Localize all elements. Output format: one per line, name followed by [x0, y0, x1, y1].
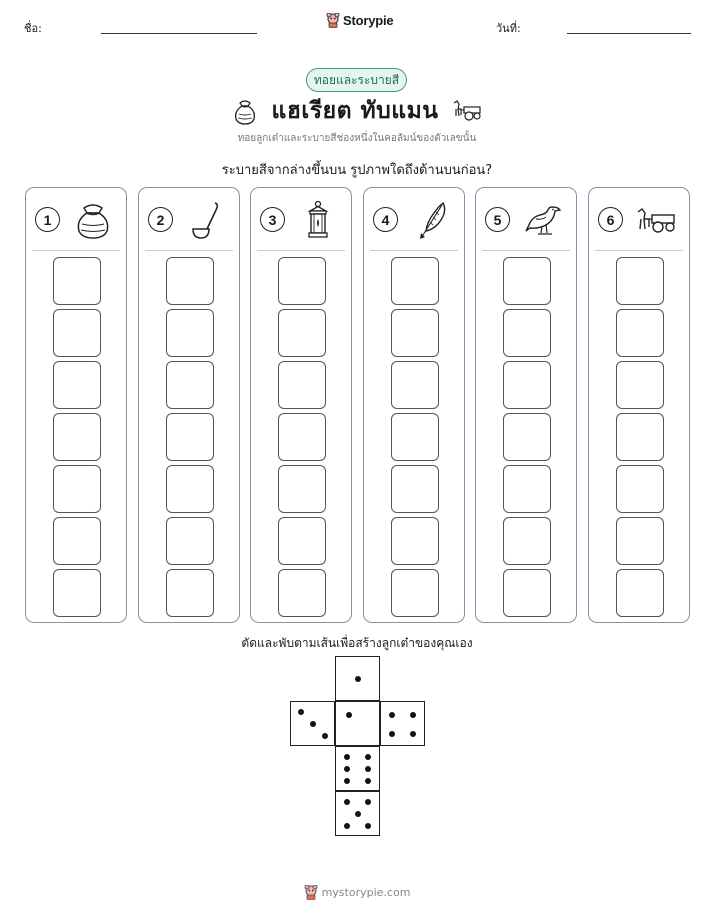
cut-instruction: ตัดและพับตามเส้นเพื่อสร้างลูกเต๋าของคุณเอง — [241, 636, 473, 650]
column-1 — [25, 187, 127, 623]
die-face-3 — [290, 701, 335, 746]
pip — [346, 712, 352, 718]
activity-badge: ทอยและระบายสี — [306, 68, 407, 92]
color-square[interactable] — [166, 257, 214, 305]
color-square[interactable] — [616, 309, 664, 357]
column-number: 2 — [148, 207, 173, 232]
color-square[interactable] — [53, 361, 101, 409]
color-square[interactable] — [278, 413, 326, 461]
die-face-4 — [380, 701, 425, 746]
question-text: ระบายสีจากล่างขึ้นบน รูปภาพใดถึงด้านบนก่อน? — [221, 163, 493, 178]
pip — [344, 754, 350, 760]
color-square[interactable] — [503, 309, 551, 357]
die-face-1 — [335, 656, 380, 701]
color-square[interactable] — [391, 361, 439, 409]
money-bag-icon — [232, 97, 258, 125]
storypie-mascot-icon — [304, 885, 318, 900]
color-square[interactable] — [278, 257, 326, 305]
color-square[interactable] — [278, 517, 326, 565]
color-square[interactable] — [503, 517, 551, 565]
color-square[interactable] — [503, 257, 551, 305]
column-5 — [475, 187, 577, 623]
color-square[interactable] — [166, 413, 214, 461]
column-number: 4 — [373, 207, 398, 232]
column-number: 5 — [485, 207, 510, 232]
color-square[interactable] — [616, 413, 664, 461]
column-4 — [363, 187, 465, 623]
column-number: 1 — [35, 207, 60, 232]
square-stack — [166, 257, 214, 621]
color-square[interactable] — [278, 361, 326, 409]
square-stack — [616, 257, 664, 621]
column-2 — [138, 187, 240, 623]
color-square[interactable] — [391, 257, 439, 305]
color-square[interactable] — [503, 413, 551, 461]
color-square[interactable] — [53, 413, 101, 461]
horse-cart-icon — [452, 100, 482, 122]
pip — [389, 712, 395, 718]
footer-url[interactable]: mystorypie.com — [321, 886, 411, 899]
column-number: 6 — [598, 207, 623, 232]
color-square[interactable] — [53, 569, 101, 617]
pip — [344, 823, 350, 829]
color-square[interactable] — [616, 569, 664, 617]
color-square[interactable] — [391, 465, 439, 513]
color-square[interactable] — [391, 569, 439, 617]
color-square[interactable] — [278, 569, 326, 617]
color-square[interactable] — [616, 257, 664, 305]
pip — [344, 766, 350, 772]
color-square[interactable] — [53, 309, 101, 357]
name-line — [101, 33, 257, 34]
color-square[interactable] — [166, 517, 214, 565]
color-square[interactable] — [616, 361, 664, 409]
pip — [365, 823, 371, 829]
die-face-5 — [335, 791, 380, 836]
square-stack — [53, 257, 101, 621]
footer — [0, 885, 714, 900]
name-label: ชื่อ: — [24, 22, 42, 35]
die-face-6 — [335, 746, 380, 791]
die-face-1-center — [335, 701, 380, 746]
pip — [410, 712, 416, 718]
pip — [389, 731, 395, 737]
column-3 — [250, 187, 352, 623]
lantern-icon — [297, 200, 339, 240]
color-square[interactable] — [278, 309, 326, 357]
pip — [355, 811, 361, 817]
color-square[interactable] — [616, 465, 664, 513]
pip — [365, 766, 371, 772]
money-bag-icon — [72, 200, 114, 240]
color-square[interactable] — [166, 361, 214, 409]
horse-cart-icon — [635, 200, 677, 240]
color-square[interactable] — [391, 517, 439, 565]
color-square[interactable] — [53, 465, 101, 513]
pip — [344, 799, 350, 805]
color-square[interactable] — [166, 309, 214, 357]
column-number: 3 — [260, 207, 285, 232]
square-stack — [503, 257, 551, 621]
brand-logo — [326, 13, 393, 28]
pip — [344, 778, 350, 784]
pip — [298, 709, 304, 715]
pip — [365, 799, 371, 805]
bird-icon — [522, 200, 564, 240]
color-square[interactable] — [166, 569, 214, 617]
color-square[interactable] — [503, 361, 551, 409]
pip — [355, 676, 361, 682]
storypie-mascot-icon — [326, 13, 340, 28]
date-line — [567, 33, 691, 34]
square-stack — [278, 257, 326, 621]
quill-icon — [410, 200, 452, 240]
square-stack — [391, 257, 439, 621]
brand-name: Storypie — [343, 13, 394, 28]
color-square[interactable] — [278, 465, 326, 513]
color-square[interactable] — [503, 465, 551, 513]
instructions-text: ทอยลูกเต๋าและระบายสีช่องหนึ่งในคอลัมน์ของตัวเลขนั้น — [237, 133, 477, 144]
color-square[interactable] — [391, 413, 439, 461]
date-label: วันที่: — [496, 22, 521, 35]
pip — [410, 731, 416, 737]
page-title: แฮเรียต ทับแมน — [271, 98, 439, 124]
color-square[interactable] — [53, 517, 101, 565]
column-6 — [588, 187, 690, 623]
color-square[interactable] — [166, 465, 214, 513]
color-square[interactable] — [53, 257, 101, 305]
color-square[interactable] — [391, 309, 439, 357]
pip — [365, 754, 371, 760]
color-square[interactable] — [616, 517, 664, 565]
color-square[interactable] — [503, 569, 551, 617]
pip — [365, 778, 371, 784]
title-row — [0, 93, 714, 129]
pip — [322, 733, 328, 739]
pip — [310, 721, 316, 727]
ladle-icon — [185, 200, 227, 240]
